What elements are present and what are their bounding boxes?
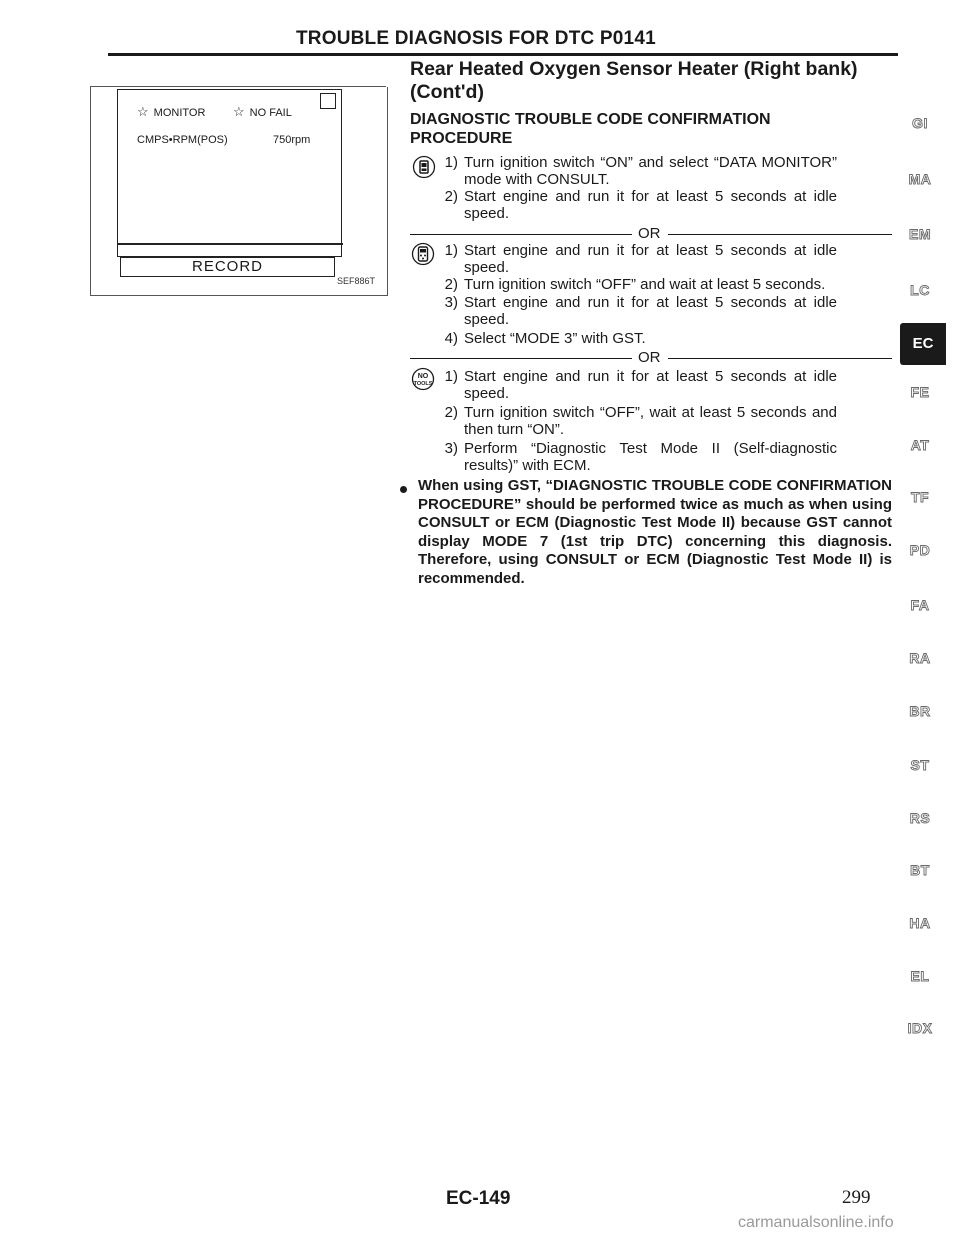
step-number: 3) xyxy=(444,440,458,457)
monitor-label-text: MONITOR xyxy=(153,107,206,119)
step-number: 2) xyxy=(444,404,458,421)
separator-line xyxy=(668,358,892,359)
separator-line xyxy=(410,358,632,359)
star-icon: ☆ xyxy=(233,104,245,119)
step-text: Start engine and run it for at least 5 seconds at idle speed. xyxy=(464,188,837,222)
step-text: Turn ignition switch “OFF”, wait at least 5 seconds and then turn “ON”. xyxy=(464,404,837,438)
tab-idx[interactable]: IDX xyxy=(907,1020,933,1036)
tab-fe[interactable]: FE xyxy=(910,384,930,400)
monitor-label xyxy=(137,104,205,120)
watermark: carmanualsonline.info xyxy=(738,1214,894,1231)
tab-fa[interactable]: FA xyxy=(910,597,930,613)
step-number: 1) xyxy=(444,154,458,171)
no-fail-text: NO FAIL xyxy=(249,107,292,119)
step-number: 4) xyxy=(444,330,458,347)
or-separator-2 xyxy=(410,349,892,366)
fail-indicator-box xyxy=(320,93,336,109)
section-title: Rear Heated Oxygen Sensor Heater (Right bank) (Cont'd) xyxy=(410,58,858,103)
step-text: Start engine and run it for at least 5 seconds at idle speed. xyxy=(464,368,837,402)
tab-tf[interactable]: TF xyxy=(910,489,930,505)
tab-ec-active[interactable]: EC xyxy=(900,323,946,365)
tab-rs[interactable]: RS xyxy=(909,810,931,826)
step-number: 2) xyxy=(444,188,458,205)
tab-lc[interactable]: LC xyxy=(910,282,930,298)
step-text: Turn ignition switch “ON” and select “DATA MONITOR” mode with CONSULT. xyxy=(464,154,837,188)
note-bullet xyxy=(400,486,407,493)
step-number: 1) xyxy=(444,368,458,385)
procedure-heading: DIAGNOSTIC TROUBLE CODE CONFIRMATION PROCEDURE xyxy=(410,111,771,147)
tab-em[interactable]: EM xyxy=(909,226,931,242)
svg-text:TOOLS: TOOLS xyxy=(413,381,433,387)
param-name: CMPS•RPM(POS) xyxy=(137,134,228,146)
or-text: OR xyxy=(638,349,661,366)
record-button[interactable]: RECORD xyxy=(120,257,335,277)
separator-line xyxy=(668,234,892,235)
or-text: OR xyxy=(638,225,661,242)
step-text: Perform “Diagnostic Test Mode II (Self-diagnostic results)” with ECM. xyxy=(464,440,837,474)
tab-el[interactable]: EL xyxy=(910,968,930,984)
tab-br[interactable]: BR xyxy=(909,703,931,719)
tab-ra[interactable]: RA xyxy=(909,650,931,666)
tab-at[interactable]: AT xyxy=(910,437,930,453)
tab-st[interactable]: ST xyxy=(910,757,930,773)
page-header-title: TROUBLE DIAGNOSIS FOR DTC P0141 xyxy=(296,28,656,49)
star-icon: ☆ xyxy=(137,104,149,119)
or-separator-1 xyxy=(410,225,892,242)
screen-divider xyxy=(117,243,343,245)
step-text: Turn ignition switch “OFF” and wait at least 5 seconds. xyxy=(464,276,826,293)
note-text: When using GST, “DIAGNOSTIC TROUBLE CODE CONFIRMATION PROCEDURE” should be performed twice as much as when using CONSULT or ECM (Diagnostic Test Mode II) because GST cannot display MODE 7 (1st trip DTC) concerning this diagnosis. Therefore, using CONSULT or ECM (Diagnostic Test Mode II) is recommended. xyxy=(418,477,892,587)
header-rule xyxy=(108,53,898,56)
step-text: Start engine and run it for at least 5 seconds at idle speed. xyxy=(464,242,837,276)
separator-line xyxy=(410,234,632,235)
page-code: EC-149 xyxy=(446,1188,511,1209)
step-text: Start engine and run it for at least 5 seconds at idle speed. xyxy=(464,294,837,328)
step-number: 1) xyxy=(444,242,458,259)
step-number: 2) xyxy=(444,276,458,293)
figure-code: SEF886T xyxy=(337,276,376,286)
page-number: 299 xyxy=(842,1187,871,1208)
tab-bt[interactable]: BT xyxy=(910,862,930,878)
svg-text:NO: NO xyxy=(417,373,429,380)
no-fail-label xyxy=(233,104,292,120)
step-number: 3) xyxy=(444,294,458,311)
tab-gi[interactable]: GI xyxy=(912,115,928,131)
step-text: Select “MODE 3” with GST. xyxy=(464,330,646,347)
tab-ha[interactable]: HA xyxy=(909,915,931,931)
param-value: 750rpm xyxy=(273,134,311,146)
tab-ma[interactable]: MA xyxy=(908,171,932,187)
tab-pd[interactable]: PD xyxy=(909,542,931,558)
